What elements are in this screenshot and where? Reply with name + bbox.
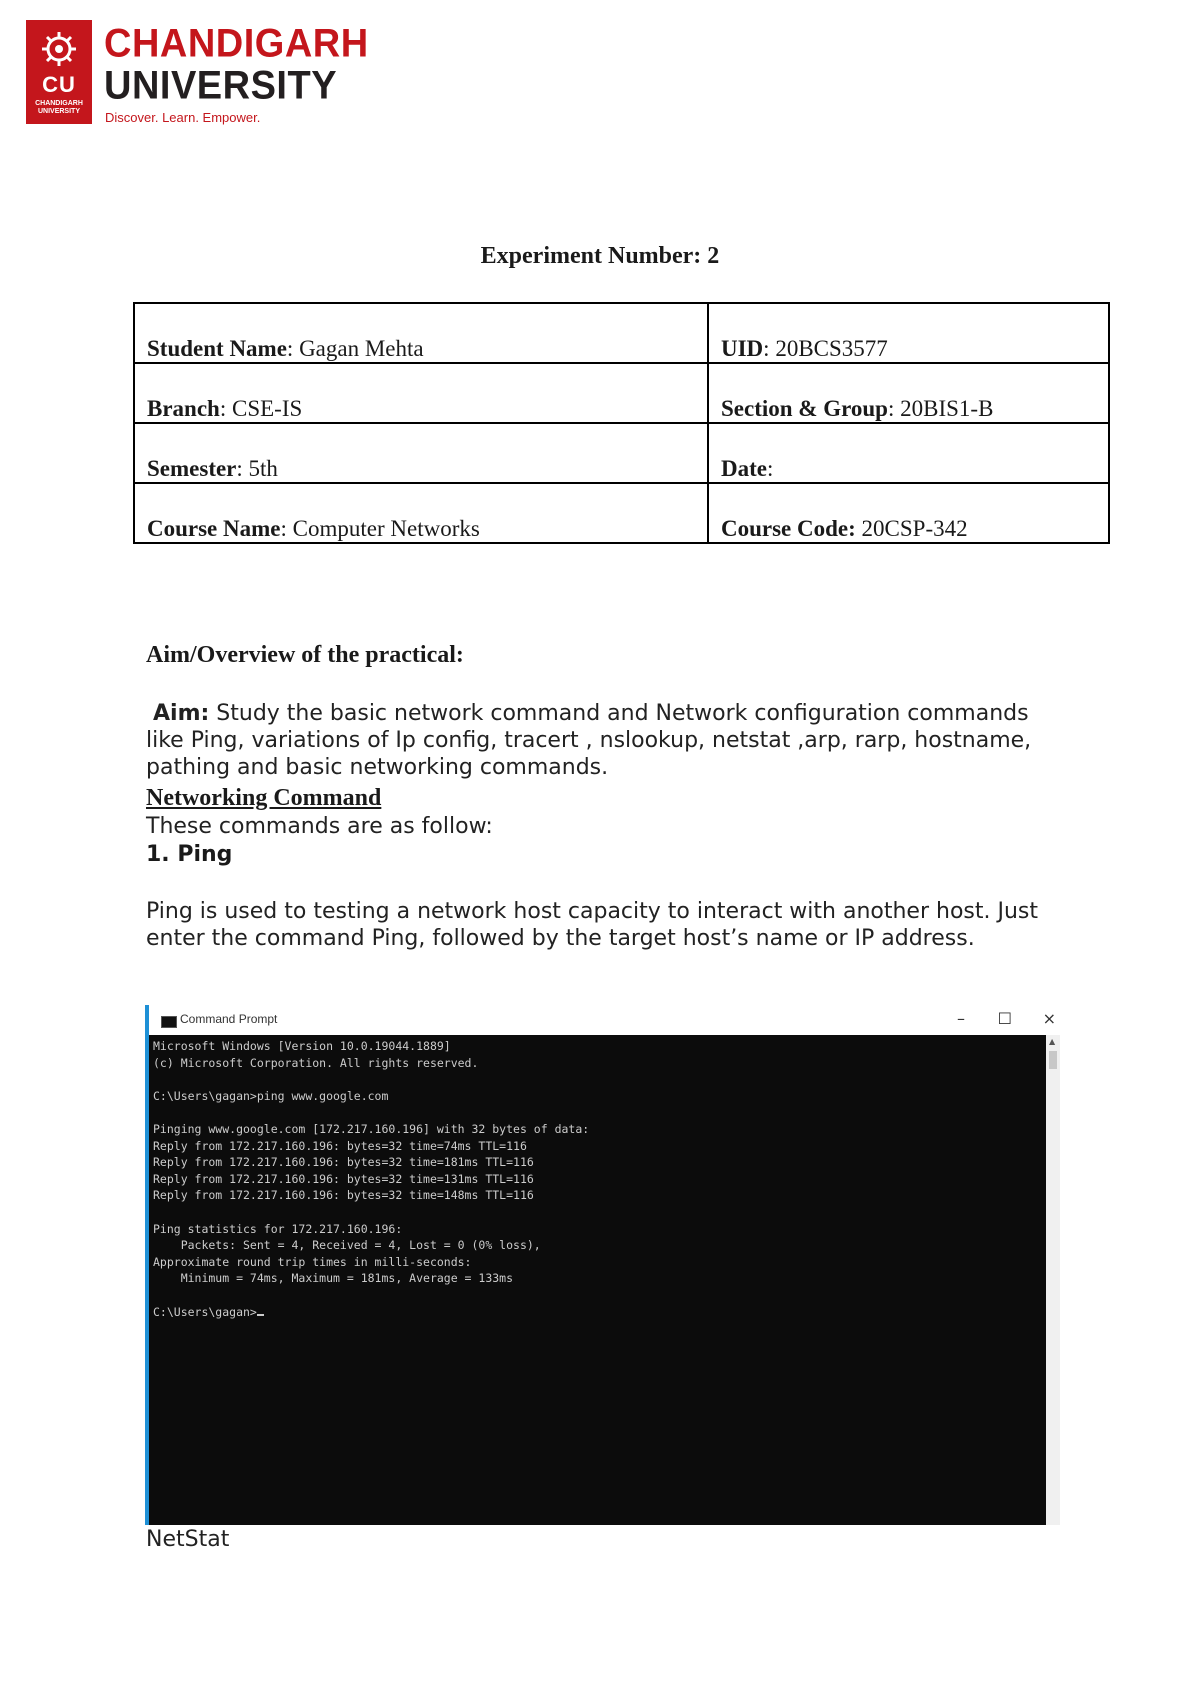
minimize-icon[interactable]: – xyxy=(957,1009,965,1028)
aim-text: Study the basic network command and Network configuration commands like Ping, variations of Ip config, tracert , nslookup, netstat ,arp, rarp, hostname, pathing and basic networking commands. xyxy=(146,701,1032,780)
console-line: Minimum = 74ms, Maximum = 181ms, Average = 133ms xyxy=(153,1271,514,1286)
console-line: C:\Users\gagan> xyxy=(153,1304,257,1319)
command-prompt-icon xyxy=(161,1016,177,1028)
logo-badge xyxy=(26,20,92,124)
commands-intro-text: These commands are as follow: xyxy=(146,814,493,839)
netstat-heading: NetStat xyxy=(146,1527,230,1552)
console-output[interactable] xyxy=(149,1035,1046,1525)
console-line: Ping statistics for 172.217.160.196: xyxy=(153,1221,403,1236)
gear-emblem-icon xyxy=(40,30,78,68)
maximize-icon[interactable]: ☐ xyxy=(997,1009,1012,1028)
logo-badge-small-text: CHANDIGARH UNIVERSITY xyxy=(35,100,83,115)
console-line: Pinging www.google.com [172.217.160.196] with 32 bytes of data: xyxy=(153,1121,590,1136)
console-line: Reply from 172.217.160.196: bytes=32 time=148ms TTL=116 xyxy=(153,1188,534,1203)
console-text xyxy=(153,1038,1042,1320)
branch-cell: Branch: CSE-IS xyxy=(134,363,708,423)
window-title: Command Prompt xyxy=(180,1012,278,1026)
scrollbar[interactable] xyxy=(1046,1035,1060,1525)
section-group-cell: Section & Group: 20BIS1-B xyxy=(708,363,1109,423)
aim-section-heading: Aim/Overview of the practical: xyxy=(146,642,464,668)
student-info-table xyxy=(133,302,1110,544)
scroll-up-arrow-icon[interactable]: ▲ xyxy=(1049,1037,1056,1046)
table-row xyxy=(134,423,1109,483)
console-line: (c) Microsoft Corporation. All rights reserved. xyxy=(153,1055,479,1070)
console-cursor xyxy=(257,1314,264,1316)
console-line: Microsoft Windows [Version 10.0.19044.1889] xyxy=(153,1039,451,1053)
command-prompt-window xyxy=(145,1005,1060,1525)
ping-description: Ping is used to testing a network host capacity to interact with another host. Just enter the command Ping, followed by the target host’s name or IP address. xyxy=(146,899,1038,951)
table-row xyxy=(134,483,1109,543)
course-code-cell: Course Code: 20CSP-342 xyxy=(708,483,1109,543)
window-title-bar xyxy=(149,1005,1060,1035)
console-line: Approximate round trip times in milli-seconds: xyxy=(153,1254,472,1269)
uid-cell: UID: 20BCS3577 xyxy=(708,303,1109,363)
console-line: Reply from 172.217.160.196: bytes=32 time=181ms TTL=116 xyxy=(153,1155,534,1170)
networking-command-heading: Networking Command xyxy=(146,785,382,811)
university-logo xyxy=(26,20,369,128)
console-line: Reply from 172.217.160.196: bytes=32 time=131ms TTL=116 xyxy=(153,1171,534,1186)
logo-tagline: Discover. Learn. Empower. xyxy=(105,110,261,125)
experiment-title: Experiment Number: 2 xyxy=(480,243,720,269)
aim-label: Aim: xyxy=(153,701,210,726)
console-line: Reply from 172.217.160.196: bytes=32 time=74ms TTL=116 xyxy=(153,1138,527,1153)
course-name-cell: Course Name: Computer Networks xyxy=(134,483,708,543)
console-line: C:\Users\gagan>ping www.google.com xyxy=(153,1088,389,1103)
semester-cell: Semester: 5th xyxy=(134,423,708,483)
ping-heading: 1. Ping xyxy=(146,842,233,867)
scrollbar-thumb[interactable] xyxy=(1049,1051,1057,1069)
logo-badge-text: CU xyxy=(42,72,76,97)
logo-name-line1: CHANDIGARH xyxy=(104,22,369,67)
aim-paragraph xyxy=(146,700,1056,781)
close-icon[interactable]: × xyxy=(1042,1009,1056,1028)
table-row xyxy=(134,303,1109,363)
date-cell: Date: xyxy=(708,423,1109,483)
console-line: Packets: Sent = 4, Received = 4, Lost = 0 (0% loss), xyxy=(153,1238,541,1253)
table-row xyxy=(134,363,1109,423)
logo-name-line2: UNIVERSITY xyxy=(104,64,338,109)
student-name-cell: Student Name: Gagan Mehta xyxy=(134,303,708,363)
